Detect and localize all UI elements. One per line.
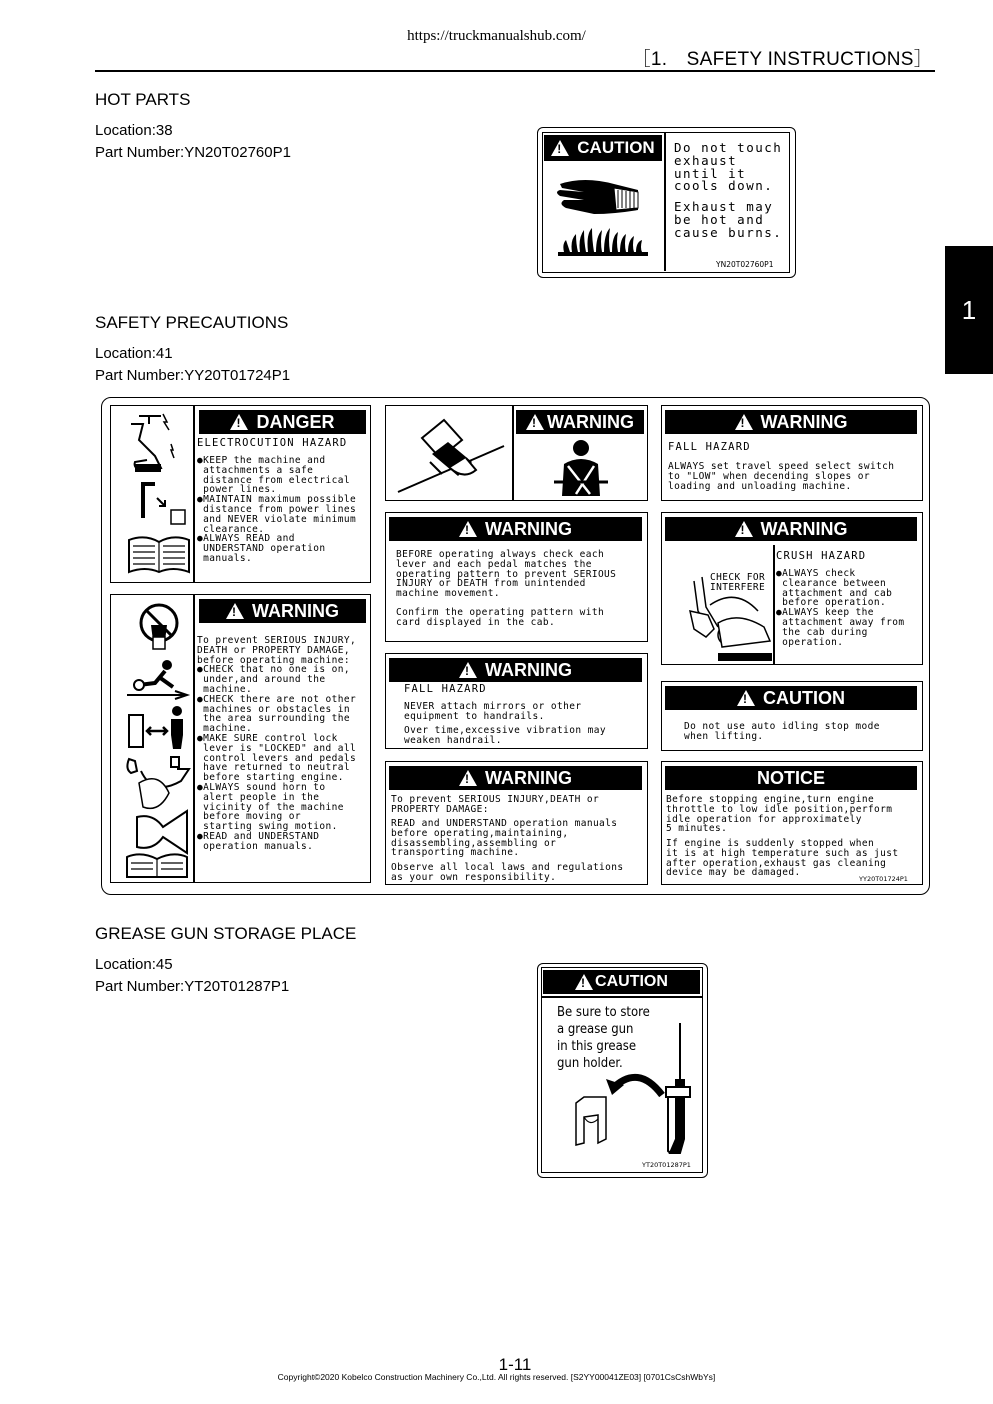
general-warning-signal <box>199 599 366 623</box>
hot-parts-label <box>537 127 796 278</box>
crush-signal-word: WARNING <box>760 518 848 539</box>
fall-mirror-heading: FALL HAZARD <box>404 683 487 695</box>
section-title-grease-gun: GREASE GUN STORAGE PLACE <box>95 924 357 943</box>
grease-gun-location: Location:45 <box>95 956 173 973</box>
danger-heading: ELECTROCUTION HAZARD <box>197 437 348 449</box>
hot-parts-text-1: Do not touch exhaust until it cools down. <box>674 140 783 194</box>
divider <box>193 406 195 582</box>
fall-mirror-body-1: NEVER attach mirrors or other equipment to handrails. <box>404 701 582 722</box>
notice-signal-word: NOTICE <box>756 767 825 788</box>
alert-triangle-icon <box>459 770 477 786</box>
chapter-tab <box>945 246 993 374</box>
fall-mirror-signal-word: WARNING <box>485 659 572 680</box>
alert-triangle-icon <box>737 690 755 706</box>
header-rule <box>95 70 935 72</box>
seatbelt-panel <box>385 405 648 501</box>
hot-parts-part-number: Part Number:YN20T02760P1 <box>95 144 291 161</box>
grease-gun-info <box>95 954 289 998</box>
fall-travel-signal-word: WARNING <box>760 411 848 432</box>
manuals-warning-signal <box>389 766 642 790</box>
pattern-signal-word: WARNING <box>485 518 572 539</box>
hot-surface-hand-icon <box>554 174 652 258</box>
grease-gun-code: YT20T01287P1 <box>642 1161 691 1169</box>
general-warning-body: To prevent SERIOUS INJURY, DEATH or PROPERTY DAMAGE, before operating machine: ●CHECK that no one is on, under,and around the machine. ●CHECK there are not other machines or obstacles in the area surrounding the machine. ●MAKE SURE control lock lever is "LOCKED" and all control levers and pedals have returned to neutral before starting engine. ●ALWAYS sound horn to alert people in the vicinity of the machine before moving or starting swing motion. ●READ and UNDERSTAND operation manuals. <box>197 635 357 852</box>
crush-signal <box>665 517 917 541</box>
manuals-warning-signal-word: WARNING <box>485 767 572 788</box>
crush-heading: CRUSH HAZARD <box>776 550 867 562</box>
manuals-warning-body-3: Observe all local laws and regulations as your own responsibility. <box>391 862 624 883</box>
pattern-signal <box>389 517 642 541</box>
alert-triangle-icon <box>526 414 544 430</box>
fall-travel-body: ALWAYS set travel speed select switch to "LOW" when decending slopes or loading and unloading machine. <box>668 461 895 492</box>
seatbelt-signal <box>516 410 644 434</box>
alert-triangle-icon <box>551 140 569 156</box>
alert-triangle-icon <box>230 414 248 430</box>
pattern-body-1: BEFORE operating always check each lever and each pedal matches the operating pattern to prevent SERIOUS INJURY or DEATH from unintended machine movement. <box>396 549 617 600</box>
alert-triangle-icon <box>226 603 244 619</box>
chapter-header: ［1. SAFETY INSTRUCTIONS］ <box>631 49 933 70</box>
alert-triangle-icon <box>735 521 753 537</box>
hot-parts-info <box>95 120 291 164</box>
pattern-body-2: Confirm the operating pattern with card displayed in the cab. <box>396 607 605 628</box>
crush-panel <box>661 512 923 665</box>
notice-body-2: If engine is suddenly stopped when it is at high temperature such as just after operation,exhaust gas cleaning device may be damaged. <box>666 838 899 879</box>
divider <box>773 545 775 664</box>
idling-caution-signal-word: CAUTION <box>763 687 845 708</box>
copyright-text: Copyright©2020 Kobelco Construction Machinery Co.,Ltd. All rights reserved. [S2YY00041ZE03] [0701CsCshWbYs] <box>277 1372 716 1382</box>
fall-travel-signal <box>665 410 917 434</box>
hot-parts-signal-word: CAUTION <box>577 138 655 157</box>
notice-panel <box>661 761 923 885</box>
manuals-warning-body-1: To prevent SERIOUS INJURY,DEATH or PROPERTY DAMAGE: <box>391 794 600 815</box>
danger-panel <box>110 405 371 583</box>
safety-label-code: YY20T01724P1 <box>859 875 908 883</box>
hot-parts-signal <box>544 135 662 161</box>
manuals-warning-panel <box>385 761 648 885</box>
hot-parts-code: YN20T02760P1 <box>716 260 774 269</box>
crush-check-text: CHECK FOR INTERFERE <box>710 572 766 593</box>
grease-gun-holder-icon <box>572 1019 692 1157</box>
section-title-safety-precautions: SAFETY PRECAUTIONS <box>95 313 289 332</box>
seatbelt-operator-icon <box>546 438 616 498</box>
general-warning-icons <box>123 601 195 879</box>
fall-travel-panel <box>661 405 923 501</box>
safety-precautions-location: Location:41 <box>95 345 173 362</box>
hot-parts-location: Location:38 <box>95 122 173 139</box>
alert-triangle-icon <box>575 974 593 990</box>
fall-mirror-panel <box>385 653 648 749</box>
hot-parts-text-2: Exhaust may be hot and cause burns. <box>674 199 783 240</box>
fall-mirror-signal <box>389 658 642 682</box>
danger-signal <box>199 410 366 434</box>
divider <box>193 595 195 882</box>
safety-precautions-part-number: Part Number:YY20T01724P1 <box>95 367 291 384</box>
chapter-tab-number: 1 <box>961 294 977 325</box>
crush-excavator-icon <box>688 571 772 663</box>
danger-body: ●KEEP the machine and attachments a safe distance from electrical power lines. ●MAINTAIN maximum possible distance from power lines and NEVER violate minimum clearance. ●ALWAYS READ and UNDERSTAND operation manuals. <box>197 455 357 564</box>
grease-gun-label <box>537 963 708 1178</box>
page-number: 1-11 <box>498 1355 532 1374</box>
crush-body: ●ALWAYS check clearance between attachment and cab before operation. ●ALWAYS keep the attachment away from the cab during operation. <box>776 568 905 648</box>
pattern-panel <box>385 512 648 642</box>
general-warning-panel <box>110 594 371 883</box>
alert-triangle-icon <box>459 662 477 678</box>
manuals-warning-body-2: READ and UNDERSTAND operation manuals before operating,maintaining, disassembling,assembling or transporting machine. <box>391 818 618 859</box>
electrocution-icon <box>127 410 193 576</box>
general-warning-signal-word: WARNING <box>252 600 339 621</box>
grease-gun-text: Be sure to store a grease gun in this grease gun holder. <box>557 1005 650 1071</box>
seatbelt-signal-word: WARNING <box>547 411 634 432</box>
fall-mirror-body-2: Over time,excessive vibration may weaken handrail. <box>404 725 606 746</box>
divider <box>542 996 702 998</box>
rollover-icon <box>392 410 510 496</box>
divider <box>664 133 666 271</box>
section-title-hot-parts: HOT PARTS <box>95 90 191 109</box>
fall-travel-heading: FALL HAZARD <box>668 441 751 453</box>
idling-caution-body: Do not use auto idling stop mode when lifting. <box>684 721 880 742</box>
idling-caution-signal <box>665 686 917 710</box>
alert-triangle-icon <box>459 521 477 537</box>
notice-body-1: Before stopping engine,turn engine throttle to low idle position,perform idle operation for approximately 5 minutes. <box>666 794 893 835</box>
safety-precautions-label <box>101 397 930 895</box>
grease-gun-signal-word: CAUTION <box>595 973 668 990</box>
divider <box>512 406 514 500</box>
grease-gun-part-number: Part Number:YT20T01287P1 <box>95 978 290 995</box>
source-url[interactable]: https://truckmanualshub.com/ <box>407 28 586 44</box>
idling-caution-panel <box>661 681 923 751</box>
danger-signal-word: DANGER <box>256 411 335 432</box>
safety-precautions-info <box>95 343 290 387</box>
alert-triangle-icon <box>735 414 753 430</box>
grease-gun-signal <box>543 970 700 994</box>
notice-signal <box>665 766 917 790</box>
